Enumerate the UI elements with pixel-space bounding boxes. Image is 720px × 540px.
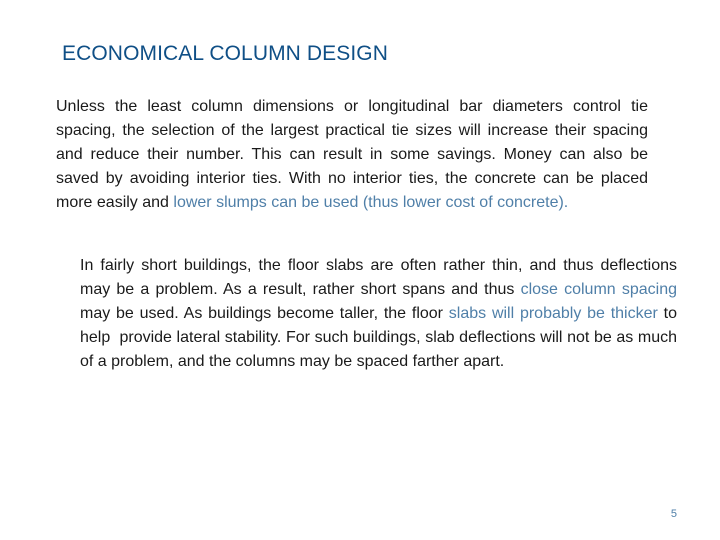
paragraph-2-text-a: In fairly short buildings, the floor slabs are often rather thin, and thus deflections may be a problem. As a result, rather short spans and thus — [80, 257, 677, 298]
paragraph-column-spacing — [80, 254, 682, 374]
paragraph-1-text: Unless the least column dimensions or longitudinal bar diameters control tie spacing, the selection of the largest practical tie sizes will increase their spacing and reduce their number. This can result in some savings. Money can also be saved by avoiding interior ties. With no interior ties, the concrete can be placed more easily and — [56, 98, 648, 211]
paragraph-1-highlight: lower slumps can be used (thus lower cost of concrete). — [173, 194, 569, 211]
paragraph-2-text-b: may be used. As buildings become taller, the floor — [80, 305, 449, 322]
paragraph-tie-spacing — [56, 95, 648, 215]
slide-title: ECONOMICAL COLUMN DESIGN — [62, 42, 388, 65]
page-number: 5 — [670, 508, 677, 520]
paragraph-2-highlight-1: close column spacing — [520, 281, 677, 298]
paragraph-2-text-c: to help provide lateral stability. For such buildings, slab deflections will not be as much of a problem, and the columns may be spaced farther apart. — [80, 305, 682, 370]
paragraph-2-highlight-2: slabs will probably be thicker — [448, 305, 658, 322]
